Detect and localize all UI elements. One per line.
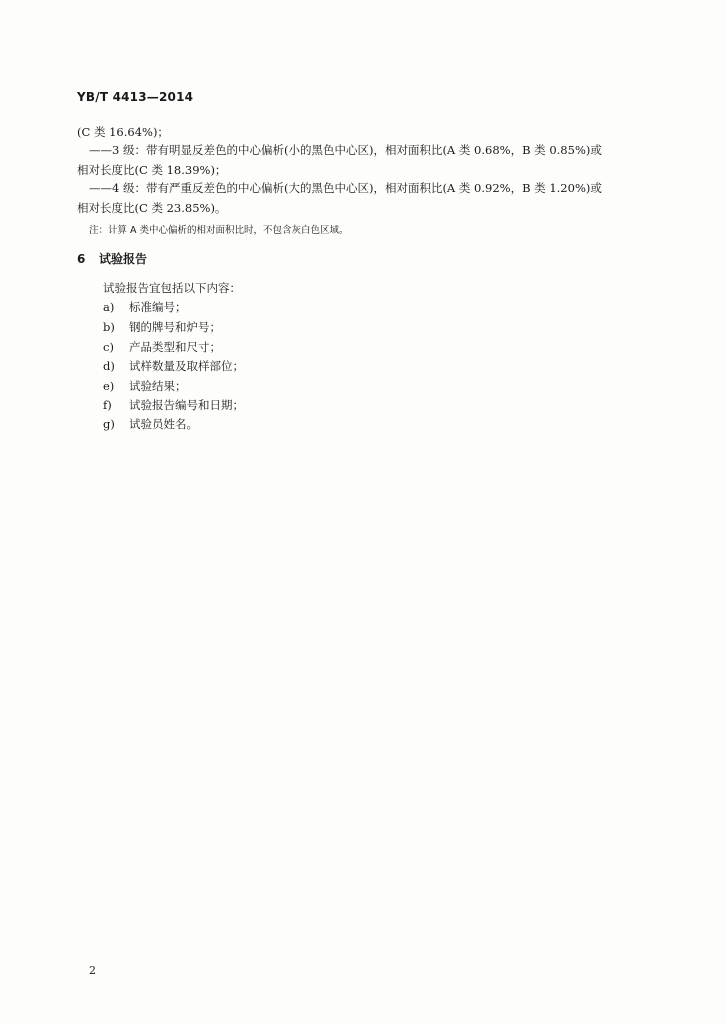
list-marker: c) — [103, 340, 114, 354]
list-text: 试样数量及取样部位； — [129, 359, 244, 373]
list-marker: a) — [103, 300, 115, 314]
list-marker: e) — [103, 379, 115, 393]
body-line-1: (C 类 16.64%)； — [77, 125, 169, 139]
list-marker: b) — [103, 320, 115, 334]
list-text: 试验员姓名。 — [129, 417, 198, 431]
list-text: 试验报告编号和日期； — [129, 398, 244, 412]
list-text: 产品类型和尺寸； — [129, 340, 221, 354]
body-line-4: ——4 级：带有严重反差色的中心偏析(大的黑色中心区)，相对面积比(A 类 0.92%，B 类 1.20%)或 — [89, 181, 602, 195]
list-text: 标准编号； — [129, 300, 187, 314]
list-marker: f) — [103, 398, 112, 412]
page-number: 2 — [89, 964, 96, 977]
list-marker: d) — [103, 359, 115, 373]
list-item — [103, 398, 244, 412]
list-item — [103, 379, 187, 393]
list-item — [103, 320, 221, 334]
list-marker: g) — [103, 417, 115, 431]
section-title: 试验报告 — [99, 252, 148, 266]
list-item — [103, 359, 244, 373]
list-item — [103, 417, 198, 431]
note-text: 注：计算 A 类中心偏析的相对面积比时，不包含灰白色区域。 — [89, 225, 349, 236]
section-heading — [77, 250, 147, 267]
body-line-3: 相对长度比(C 类 18.39%)； — [77, 163, 227, 177]
list-text: 钢的牌号和炉号； — [129, 320, 221, 334]
standard-code-header: YB/T 4413—2014 — [77, 90, 194, 104]
body-line-2: ——3 级：带有明显反差色的中心偏析(小的黑色中心区)，相对面积比(A 类 0.68%，B 类 0.85%)或 — [89, 143, 602, 157]
list-item — [103, 340, 221, 354]
section-number: 6 — [77, 252, 86, 266]
list-text: 试验结果； — [129, 379, 187, 393]
body-line-5: 相对长度比(C 类 23.85%)。 — [77, 201, 227, 215]
list-item — [103, 300, 187, 314]
section-intro: 试验报告宜包括以下内容： — [103, 281, 241, 295]
